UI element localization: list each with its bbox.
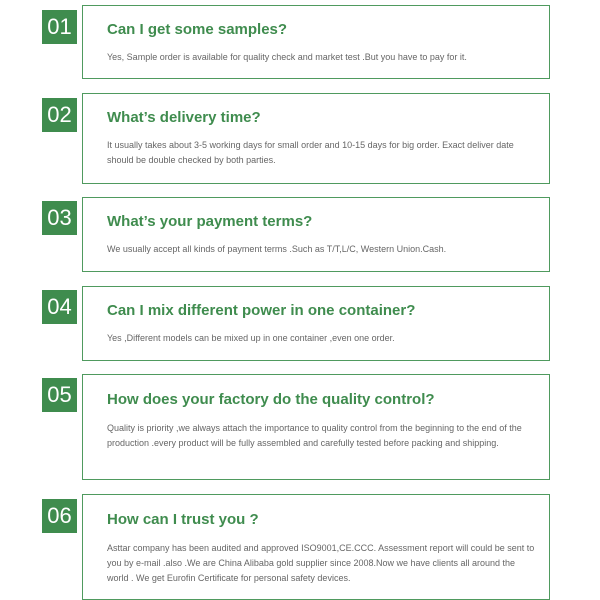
faq-card	[82, 286, 550, 361]
faq-answer: Quality is priority ,we always attach the importance to quality control from the beginning to the end of the production .every product will be fully assembled and carefully tested before packing and shipping.	[107, 423, 522, 448]
faq-question: What’s your payment terms?	[107, 213, 313, 230]
faq-question: How can I trust you ?	[107, 511, 259, 528]
faq-card	[82, 93, 550, 184]
faq-card	[82, 374, 550, 480]
faq-question: What’s delivery time?	[107, 109, 261, 126]
faq-answer: It usually takes about 3-5 working days for small order and 10-15 days for big order. Exact deliver date should be double checked by both parties.	[107, 140, 514, 165]
faq-answer: Yes ,Different models can be mixed up in one container ,even one order.	[107, 333, 395, 343]
faq-card	[82, 5, 550, 79]
faq-number-badge: 03	[42, 201, 77, 235]
faq-card	[82, 494, 550, 600]
faq-number-badge: 02	[42, 98, 77, 132]
faq-question: Can I get some samples?	[107, 21, 288, 38]
faq-answer: Yes, Sample order is available for quality check and market test .But you have to pay for it.	[107, 52, 467, 62]
faq-question: Can I mix different power in one container?	[107, 302, 416, 319]
faq-answer: We usually accept all kinds of payment terms .Such as T/T,L/C, Western Union.Cash.	[107, 244, 447, 254]
faq-number-badge: 01	[42, 10, 77, 44]
faq-question: How does your factory do the quality control?	[107, 391, 435, 408]
faq-number-badge: 05	[42, 378, 77, 412]
faq-number-badge: 04	[42, 290, 77, 324]
faq-answer: Asttar company has been audited and approved ISO9001,CE.CCC. Assessment report will could be sent to you by e-mail .also .We are China Alibaba gold supplier since 2008.Now we have clients all around the world . We get Eurofin Certificate for personal safety devices.	[107, 543, 535, 583]
faq-number-badge: 06	[42, 499, 77, 533]
faq-card	[82, 197, 550, 272]
